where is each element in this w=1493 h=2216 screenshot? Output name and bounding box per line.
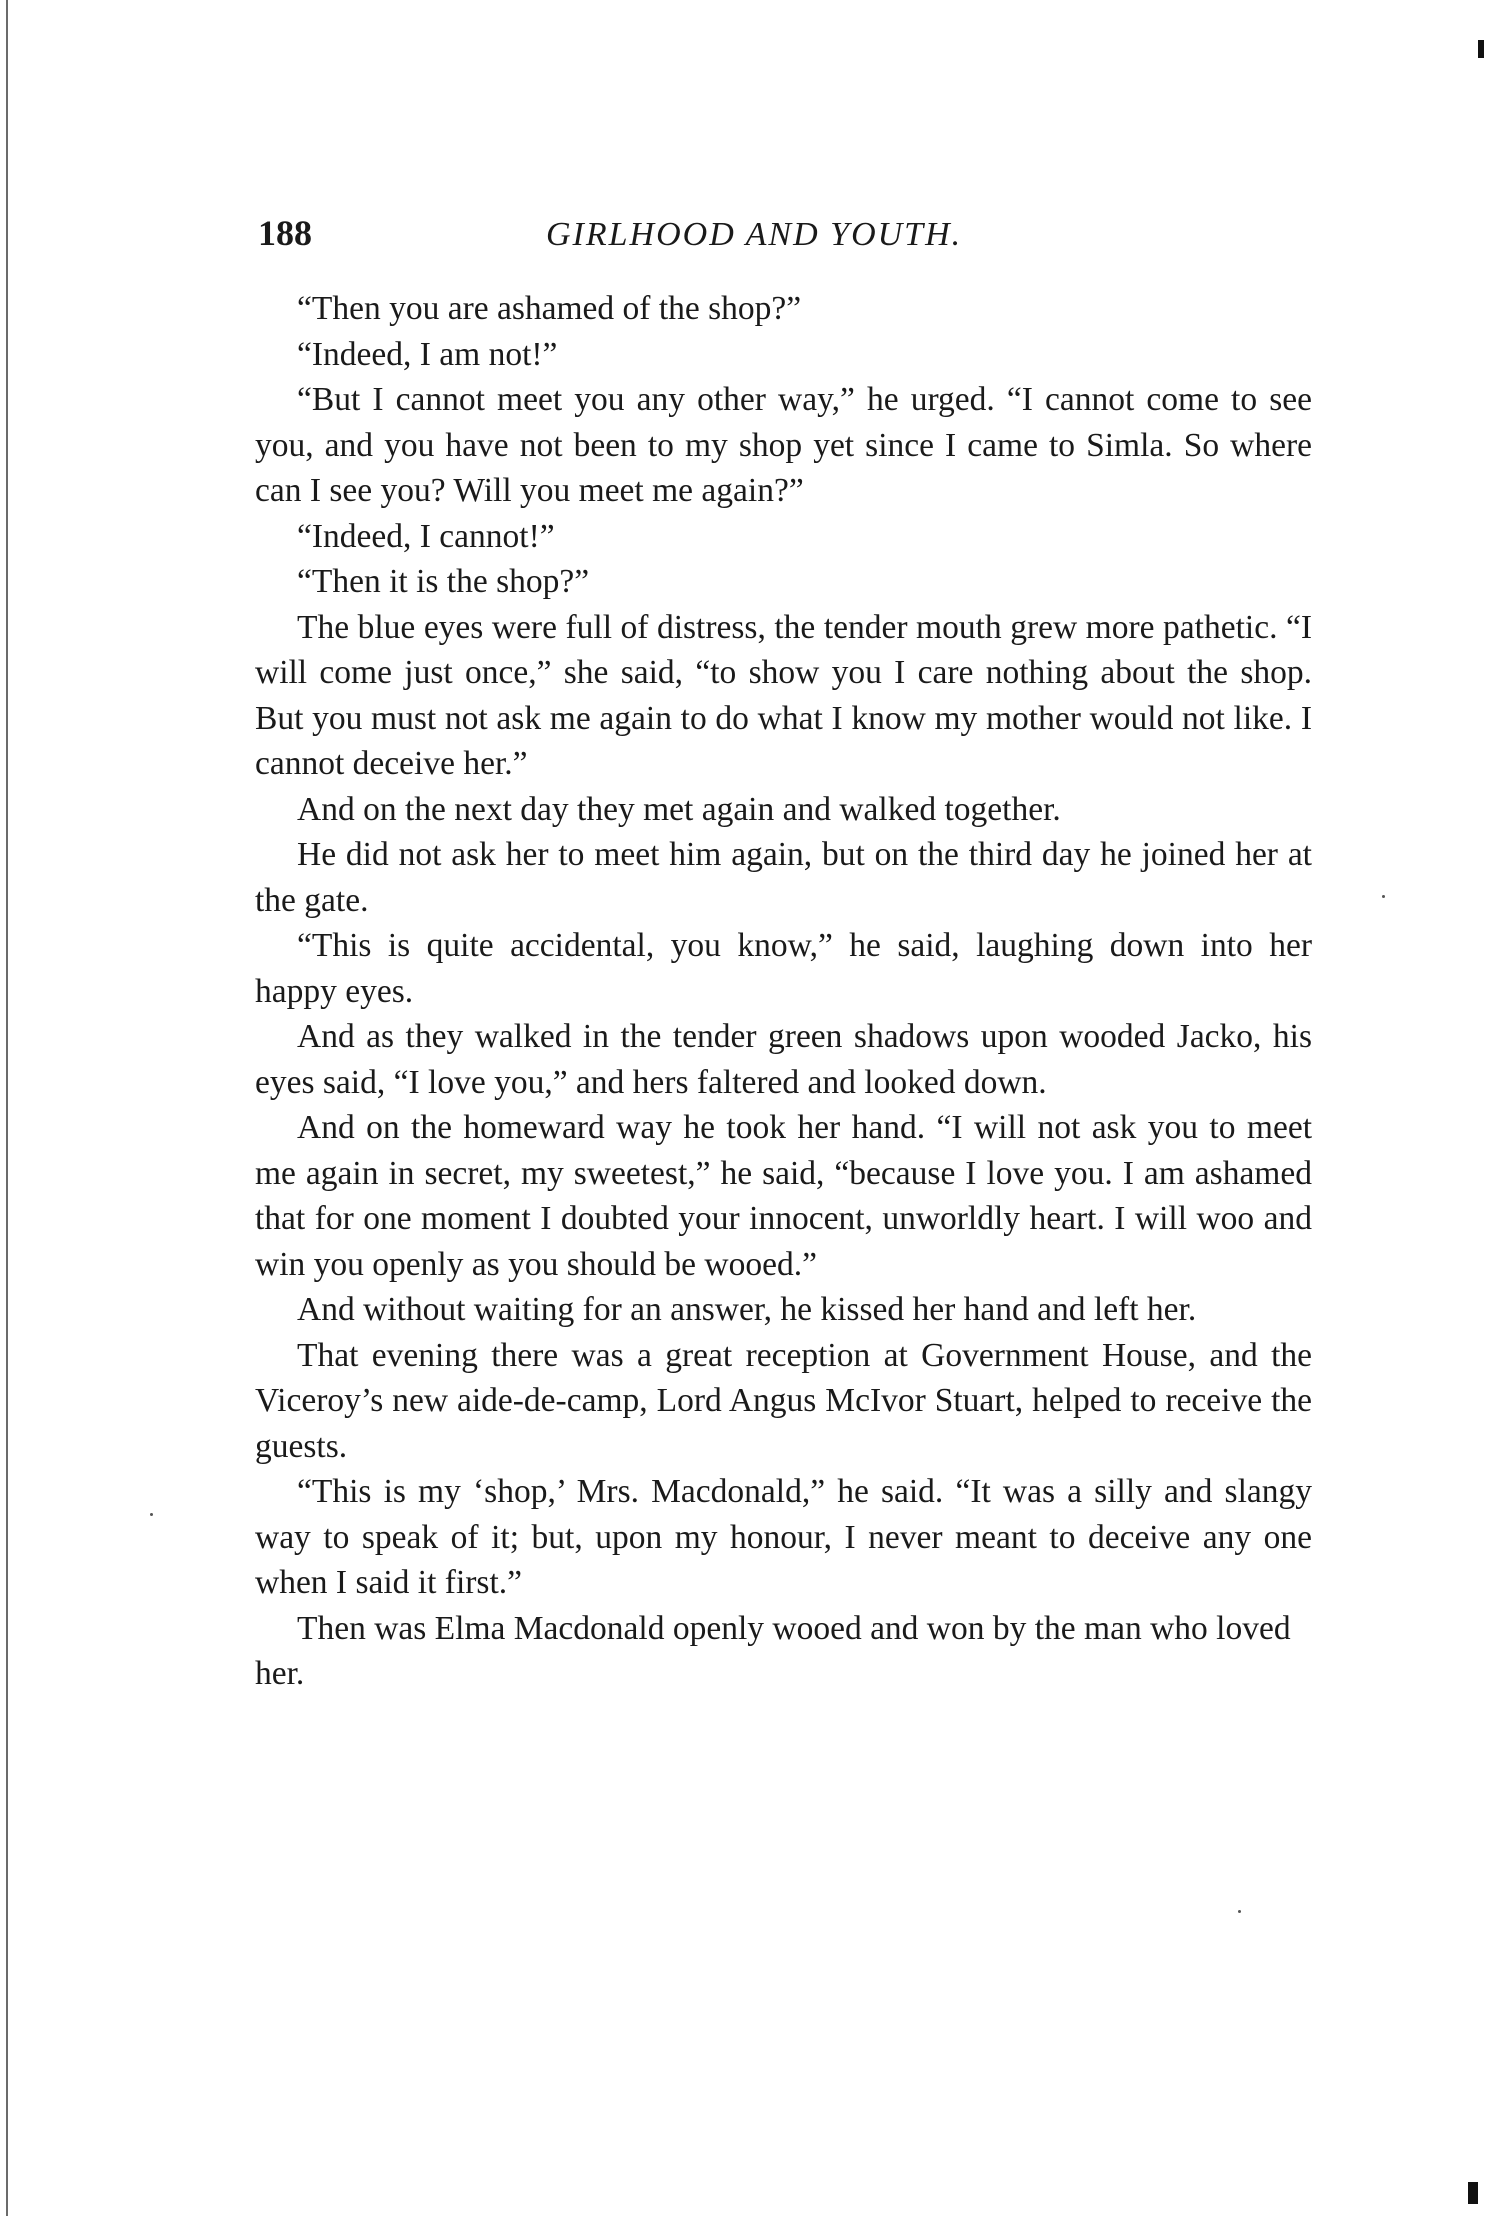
running-head: GIRLHOOD AND YOUTH. (546, 216, 963, 253)
paragraph: “Then it is the shop?” (297, 563, 590, 600)
paragraph: “This is quite accidental, you know,” he said, laughing down into her happy eyes. (255, 927, 1312, 1010)
page-body-text (255, 286, 1312, 1697)
paragraph: “Indeed, I cannot!” (297, 517, 555, 555)
paragraph: That evening there was a great reception at Government House, and the Viceroy’s new aide-de-camp, Lord Angus McIvor Stuart, helped to receive the guests. (255, 1336, 1312, 1465)
paragraph: And on the next day they met again and walked together. (297, 790, 1061, 828)
paragraph: And as they walked in the tender green shadows upon wooded Jacko, his eyes said, “I love you,” and hers faltered and looked down. (255, 1018, 1312, 1101)
paragraph: And without waiting for an answer, he kissed her hand and left her. (297, 1291, 1197, 1328)
scan-speck (1238, 1910, 1241, 1913)
paragraph: “Then you are ashamed of the shop?” (297, 290, 802, 327)
paragraph: “This is my ‘shop,’ Mrs. Macdonald,” he said. “It was a silly and slangy way to speak of it; but, upon my honour, I never meant to deceive any one when I said it first.” (255, 1473, 1312, 1601)
page-header (258, 212, 1308, 272)
paragraph: “Indeed, I am not!” (297, 335, 558, 373)
paragraph: The blue eyes were full of distress, the tender mouth grew more pathetic. “I will come just once,” she said, “to show you I care nothing about the shop. But you must not ask me again to do what I know my mother would not like. I cannot deceive her.” (255, 608, 1312, 782)
page-binding-edge (6, 0, 8, 2216)
scan-mark-bottom-right (1468, 2182, 1478, 2204)
page-number: 188 (258, 213, 312, 253)
paragraph: “But I cannot meet you any other way,” he urged. “I cannot come to see you, and you have not been to my shop yet since I came to Simla. So where can I see you? Will you meet me again?” (255, 381, 1312, 509)
paragraph: And on the homeward way he took her hand. “I will not ask you to meet me again in secret, my sweetest,” he said, “because I love you. I am ashamed that for one moment I doubted your innocent, unworldly heart. I will woo and win you openly as you should be wooed.” (255, 1109, 1312, 1283)
paragraph: Then was Elma Macdonald openly wooed and won by the man who loved her. (255, 1609, 1291, 1692)
scan-speck (150, 1513, 153, 1516)
paragraph: He did not ask her to meet him again, but on the third day he joined her at the gate. (255, 836, 1312, 919)
scan-mark-top-right (1478, 40, 1484, 58)
scan-speck (1382, 895, 1385, 898)
